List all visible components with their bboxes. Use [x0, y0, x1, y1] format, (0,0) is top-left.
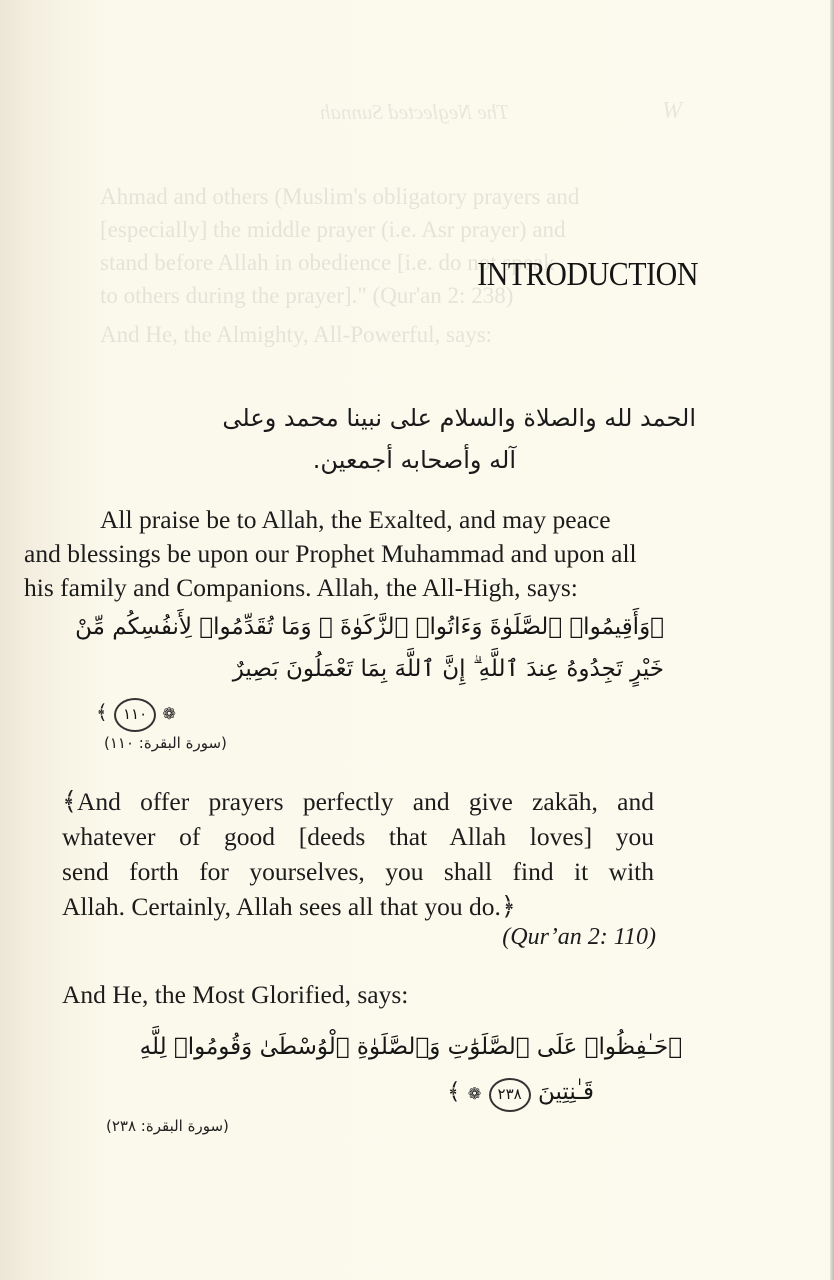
- bleed-through-header: The Neglected Sunnah: [320, 100, 509, 124]
- bleed-line: [especially] the middle prayer (i.e. Asr prayer) and: [100, 217, 566, 242]
- text-line: his family and Companions. Allah, the All-High, says:: [24, 573, 578, 602]
- flower-ornament-icon: ❁: [467, 1084, 482, 1103]
- ayah-number-badge: ٢٣٨: [489, 1078, 531, 1112]
- verse-2-arabic-line-2: [447, 1078, 594, 1112]
- opening-translation: [24, 503, 698, 605]
- transition-text: And He, the Most Glorified, says:: [62, 980, 409, 1009]
- bleed-line: stand before Allah in obedience [i.e. do not speak: [100, 250, 555, 275]
- closing-bracket-icon: ﴾: [96, 700, 108, 724]
- verse-2-arabic-line-1: ﴿حَـٰفِظُوا۟ عَلَى ٱلصَّلَوَٰتِ وَٱلصَّلَوٰةِ ٱلْوُسْطَىٰ وَقُومُوا۟ لِلَّهِ: [139, 1034, 682, 1060]
- opening-arabic-line-2: آله وأصحابه أجمعين.: [312, 446, 516, 474]
- opening-arabic-line-1: الحمد لله والصلاة والسلام على نبينا محمد وعلى: [222, 404, 696, 432]
- surah-reference-1: (سورة البقرة: ١١٠): [104, 734, 227, 752]
- flower-ornament-icon: ❁: [162, 704, 176, 723]
- text-line: ﴾And offer prayers perfectly and give zakāh, and: [62, 787, 654, 816]
- surah-reference-2: (سورة البقرة: ٢٣٨): [106, 1117, 229, 1135]
- bleed-through-folio: W: [662, 98, 682, 124]
- text-line: whatever of good [deeds that Allah loves] you: [62, 822, 654, 851]
- bleed-line: And He, the Almighty, All-Powerful, says:: [100, 322, 493, 347]
- verse-1-arabic-line-1: ﴿وَأَقِيمُوا۟ ٱلصَّلَوٰةَ وَءَاتُوا۟ ٱلزَّكَوٰةَ ۚ وَمَا تُقَدِّمُوا۟ لِأَنفُسِكُم مِّنْ: [75, 614, 664, 640]
- ayah-number-badge: ١١٠: [114, 698, 156, 732]
- chapter-title: INTRODUCTION: [477, 256, 698, 293]
- closing-bracket-icon: ﴾: [447, 1079, 461, 1105]
- quran-citation: (Qur’an 2: 110): [502, 924, 656, 950]
- verse-1-arabic-line-2: خَيْرٍ تَجِدُوهُ عِندَ ٱللَّهِ ۗ إِنَّ ٱللَّهَ بِمَا تَعْمَلُونَ بَصِيرٌ: [232, 656, 664, 682]
- verse-2-final-word: قَـٰنِتِينَ: [537, 1079, 594, 1105]
- bleed-line: Ahmad and others (Muslim's obligatory prayers and: [100, 184, 580, 209]
- verse-1-translation: [62, 784, 654, 924]
- page-edge-shadow: [830, 0, 834, 1280]
- verse-1-end-marker: [96, 698, 176, 732]
- text-line: send forth for yourselves, you shall find it with: [62, 857, 654, 886]
- text-line: and blessings be upon our Prophet Muhammad and upon all: [24, 539, 637, 568]
- text-line: All praise be to Allah, the Exalted, and may peace: [100, 505, 611, 534]
- text-line: Allah. Certainly, Allah sees all that you do.﴿: [62, 892, 516, 921]
- bleed-line: to others during the prayer]." (Qur'an 2: 238): [100, 283, 514, 308]
